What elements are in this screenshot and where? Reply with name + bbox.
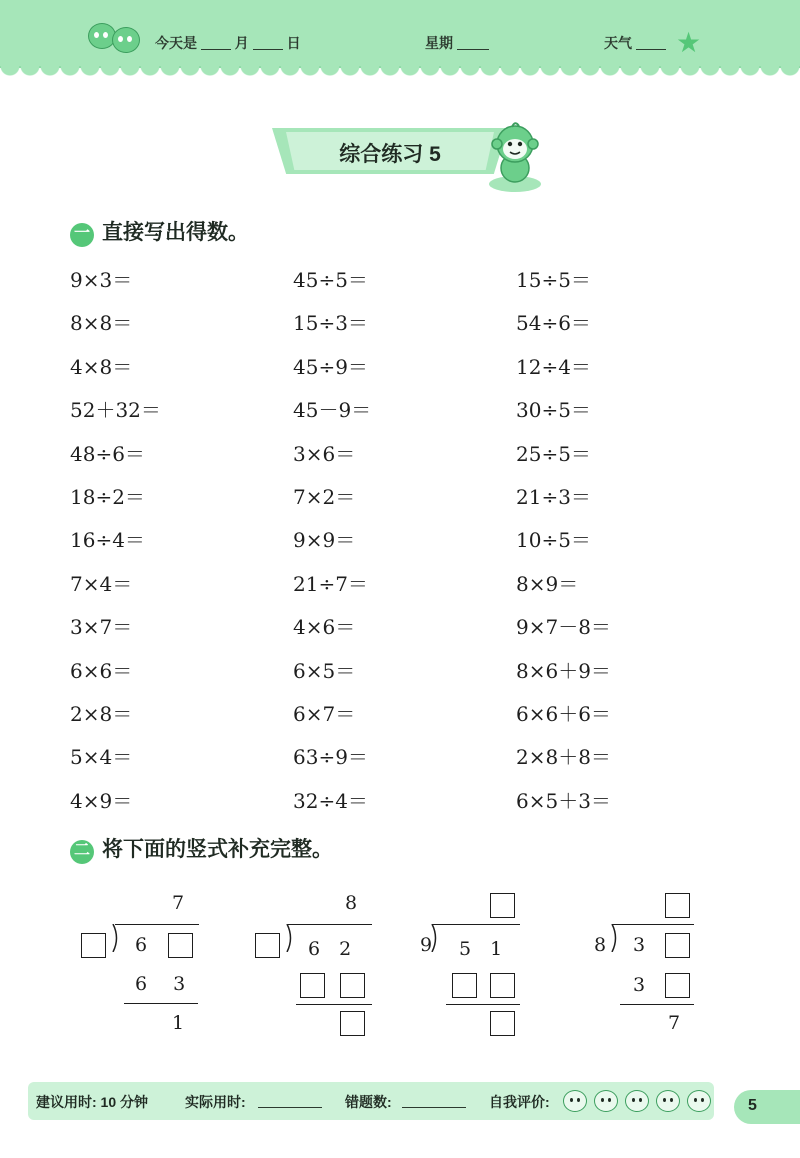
- page-title: 综合练习 5: [339, 143, 441, 166]
- self-eval-label: 自我评价:: [489, 1094, 550, 1110]
- weekday-field: [425, 33, 489, 53]
- problem: 15÷3＝: [293, 311, 368, 336]
- problem: 2×8＝: [70, 702, 133, 726]
- smiley-face-icon[interactable]: [594, 1090, 618, 1112]
- divisor: 8: [594, 934, 607, 956]
- problem: 4×9＝: [70, 788, 133, 813]
- section-1-title: 直接写出得数。: [102, 221, 249, 244]
- month-label: 月: [234, 35, 249, 51]
- division-bar: [288, 924, 372, 925]
- problem: 3×7＝: [70, 615, 133, 640]
- problem: 45÷9＝: [293, 354, 368, 379]
- dividend-ones-blank-box[interactable]: [665, 933, 690, 958]
- smiley-face-icon[interactable]: [687, 1090, 711, 1112]
- smiley-face-icon[interactable]: [656, 1090, 680, 1112]
- problem: 8×8＝: [70, 311, 133, 336]
- quotient: 7: [172, 892, 185, 914]
- product: 6 3: [135, 973, 196, 995]
- problem: 45－9＝: [293, 398, 372, 423]
- problem: 10÷5＝: [516, 528, 591, 553]
- division-bracket: [284, 924, 294, 952]
- problem: 9×7－8＝: [516, 615, 611, 640]
- subtract-line: [296, 1004, 372, 1005]
- problem: 21÷3＝: [516, 485, 591, 509]
- dividend: 5 1: [459, 938, 503, 960]
- dividend-tens: 6: [135, 934, 148, 956]
- problem: 45÷5＝: [293, 268, 368, 292]
- problem: 9×3＝: [70, 268, 133, 292]
- problem: 7×2＝: [293, 485, 356, 509]
- problem: 5×4＝: [70, 745, 133, 770]
- weekday-blank[interactable]: [457, 35, 489, 50]
- problem: 63÷9＝: [293, 745, 368, 770]
- errors-blank[interactable]: [402, 1093, 466, 1108]
- weather-field: [604, 33, 666, 53]
- divisor: 9: [420, 934, 433, 956]
- problem: 12÷4＝: [516, 354, 591, 379]
- product-tens-blank-box[interactable]: [300, 973, 325, 998]
- subtract-line: [620, 1004, 694, 1005]
- problem: 4×8＝: [70, 354, 133, 379]
- section-1-heading: [70, 216, 249, 247]
- problem: 21÷7＝: [293, 571, 368, 596]
- problem: 3×6＝: [293, 441, 356, 466]
- remainder-blank-box[interactable]: [490, 1011, 515, 1036]
- month-blank[interactable]: [201, 35, 231, 50]
- problem: 4×6＝: [293, 615, 356, 640]
- remainder: 1: [172, 1012, 185, 1034]
- weekday-label: 星期: [425, 35, 453, 51]
- product-ones-blank-box[interactable]: [490, 973, 515, 998]
- problem: 2×8＋8＝: [516, 745, 611, 770]
- problem: 48÷6＝: [70, 441, 145, 466]
- problem: 16÷4＝: [70, 528, 145, 553]
- division-bar: [115, 924, 199, 925]
- product-ones-blank-box[interactable]: [665, 973, 690, 998]
- division-bracket: [429, 924, 439, 952]
- problem: 18÷2＝: [70, 485, 145, 509]
- subtract-line: [124, 1003, 198, 1004]
- remainder: 7: [668, 1012, 681, 1034]
- problem: 9×9＝: [293, 528, 356, 553]
- problem: 6×5＋3＝: [516, 788, 611, 813]
- problem: 30÷5＝: [516, 398, 591, 423]
- remainder-blank-box[interactable]: [340, 1011, 365, 1036]
- monkey-mascot-icon: [486, 118, 544, 194]
- problem: 54÷6＝: [516, 311, 591, 336]
- division-bar: [432, 924, 520, 925]
- today-label: 今天是: [155, 35, 197, 51]
- section-2-heading: [70, 833, 333, 864]
- problem: 6×5＝: [293, 658, 356, 683]
- division-bracket: [609, 924, 619, 952]
- problem: 6×6＋6＝: [516, 702, 611, 726]
- problem: 7×4＝: [70, 571, 133, 596]
- star-icon: ★: [676, 26, 702, 59]
- problem: 25÷5＝: [516, 441, 591, 466]
- dividend-ones-blank-box[interactable]: [168, 933, 193, 958]
- dividend: 6 2: [308, 938, 352, 960]
- product-ones-blank-box[interactable]: [340, 973, 365, 998]
- actual-time-blank[interactable]: [258, 1093, 322, 1108]
- section-2-title: 将下面的竖式补充完整。: [102, 838, 333, 861]
- weather-label: 天气: [604, 35, 632, 51]
- quotient-blank-box[interactable]: [490, 893, 515, 918]
- divisor-blank-box[interactable]: [81, 933, 106, 958]
- problem: 6×6＝: [70, 658, 133, 683]
- quotient-blank-box[interactable]: [665, 893, 690, 918]
- product-tens-blank-box[interactable]: [452, 973, 477, 998]
- product-tens: 3: [633, 974, 646, 996]
- suggested-time: 建议用时: 10 分钟: [36, 1094, 149, 1110]
- smiley-face-icon[interactable]: [625, 1090, 649, 1112]
- division-bar: [612, 924, 694, 925]
- actual-time-label: 实际用时:: [185, 1094, 246, 1110]
- section-1-number: 一: [70, 223, 94, 247]
- day-label: 日: [286, 35, 301, 51]
- dividend-tens: 3: [633, 934, 646, 956]
- divisor-blank-box[interactable]: [255, 933, 280, 958]
- smiley-face-icon[interactable]: [563, 1090, 587, 1112]
- quotient: 8: [345, 892, 358, 914]
- day-blank[interactable]: [253, 35, 283, 50]
- problem: 8×6＋9＝: [516, 658, 611, 683]
- problem: 6×7＝: [293, 702, 356, 726]
- subtract-line: [446, 1004, 520, 1005]
- weather-blank[interactable]: [636, 35, 666, 50]
- page-tab: [734, 1090, 800, 1124]
- problem: 8×9＝: [516, 571, 579, 596]
- problem: 15÷5＝: [516, 268, 591, 292]
- problem: 32÷4＝: [293, 788, 368, 813]
- date-field: [155, 33, 301, 53]
- page-number: 5: [748, 1097, 757, 1114]
- section-2-number: 二: [70, 840, 94, 864]
- errors-label: 错题数:: [345, 1094, 392, 1110]
- problem: 52＋32＝: [70, 398, 161, 423]
- division-bracket: [110, 924, 120, 952]
